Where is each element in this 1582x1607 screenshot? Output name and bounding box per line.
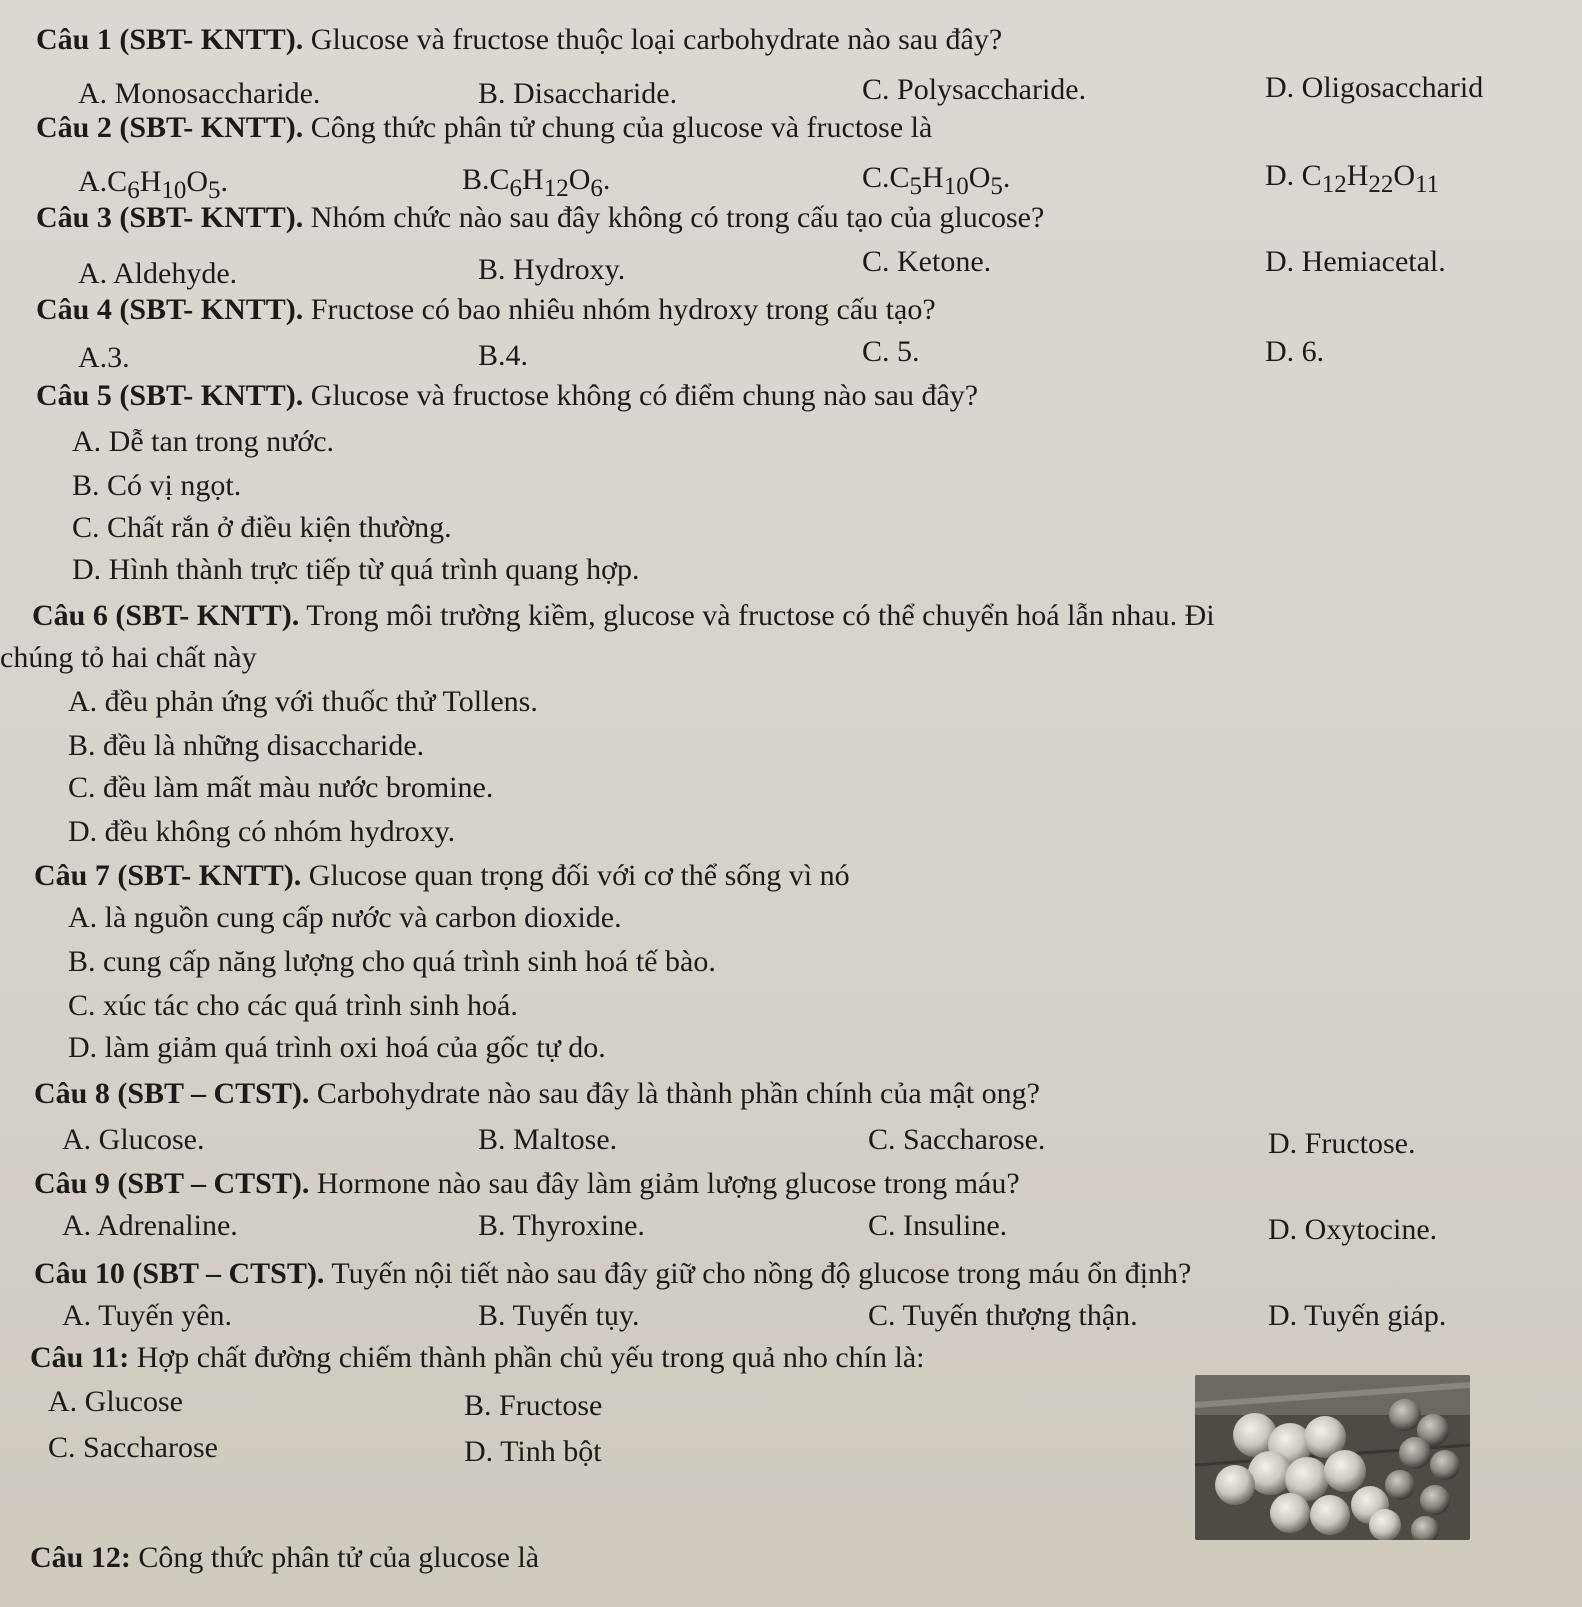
option: D. Hình thành trực tiếp từ quá trình quang hợp. — [72, 553, 640, 586]
question-6-continued: chúng tỏ hai chất này — [0, 641, 257, 674]
option: B. đều là những disaccharide. — [68, 729, 425, 762]
option: D. làm giảm quá trình oxi hoá của gốc tự do. — [68, 1031, 606, 1064]
option: A. Glucose. — [62, 1123, 205, 1156]
option: C. đều làm mất màu nước bromine. — [68, 771, 494, 804]
option: A. Monosaccharide. — [78, 77, 321, 110]
option: D. Oligosaccharid — [1265, 71, 1484, 104]
option: D. 6. — [1265, 335, 1325, 368]
option: A. Dễ tan trong nước. — [72, 425, 335, 458]
question-3: Câu 3 (SBT- KNTT). Nhóm chức nào sau đây không có trong cấu tạo của glucose? — [36, 201, 1045, 234]
option: B. Maltose. — [478, 1123, 618, 1156]
option: A. đều phản ứng với thuốc thử Tollens. — [68, 685, 538, 718]
option: D. Oxytocine. — [1268, 1213, 1438, 1246]
option: C. Ketone. — [862, 245, 992, 278]
option: A.3. — [78, 341, 130, 374]
option: C. Insuline. — [868, 1209, 1008, 1242]
option: C. Saccharose — [48, 1431, 218, 1464]
option: C. Polysaccharide. — [862, 73, 1087, 106]
option: D. đều không có nhóm hydroxy. — [68, 815, 456, 848]
question-4: Câu 4 (SBT- KNTT). Fructose có bao nhiêu nhóm hydroxy trong cấu tạo? — [36, 293, 936, 326]
option: A. Adrenaline. — [62, 1209, 238, 1242]
option: B. Tuyến tụy. — [478, 1299, 640, 1332]
question-7: Câu 7 (SBT- KNTT). Glucose quan trọng đối với cơ thể sống vì nó — [34, 859, 850, 892]
option: A. Tuyến yên. — [62, 1299, 233, 1332]
option: B. Có vị ngọt. — [72, 469, 242, 502]
question-10: Câu 10 (SBT – CTST). Tuyến nội tiết nào sau đây giữ cho nồng độ glucose trong máu ổn định? — [34, 1257, 1192, 1290]
question-11: Câu 11: Hợp chất đường chiếm thành phần chủ yếu trong quả nho chín là: — [30, 1341, 925, 1374]
option: $C.C_5H_{10}O_5$. — [862, 161, 1011, 200]
option: C. Saccharose. — [868, 1123, 1046, 1156]
option: D. Tinh bột — [464, 1435, 602, 1468]
option: C. xúc tác cho các quá trình sinh hoá. — [68, 989, 518, 1022]
grapes-photo — [1195, 1375, 1470, 1540]
question-1: Câu 1 (SBT- KNTT). Glucose và fructose thuộc loại carbohydrate nào sau đây? — [36, 23, 1003, 56]
option: D. $C_{12}H_{22}O_{11}$ — [1265, 159, 1440, 198]
option: D. Fructose. — [1268, 1127, 1416, 1160]
question-9: Câu 9 (SBT – CTST). Hormone nào sau đây làm giảm lượng glucose trong máu? — [34, 1167, 1020, 1200]
option: B.4. — [478, 339, 529, 372]
option: B. Fructose — [464, 1389, 603, 1422]
question-6: Câu 6 (SBT- KNTT). Trong môi trường kiềm, glucose và fructose có thể chuyển hoá lẫn nhau. Đi — [32, 599, 1215, 632]
question-2: Câu 2 (SBT- KNTT). Công thức phân tử chung của glucose và fructose là — [36, 111, 933, 144]
option: C. 5. — [862, 335, 920, 368]
option: A. Aldehyde. — [78, 257, 238, 290]
option: $B.C_6H_{12}O_6$. — [462, 163, 611, 202]
option: C. Chất rắn ở điều kiện thường. — [72, 511, 452, 544]
option: A. là nguồn cung cấp nước và carbon dioxide. — [68, 901, 622, 934]
option: $A.C_6H_{10}O_5$. — [78, 165, 229, 204]
question-8: Câu 8 (SBT – CTST). Carbohydrate nào sau đây là thành phần chính của mật ong? — [34, 1077, 1040, 1110]
option: D. Tuyến giáp. — [1268, 1299, 1447, 1332]
question-5: Câu 5 (SBT- KNTT). Glucose và fructose không có điểm chung nào sau đây? — [36, 379, 979, 412]
option: B. Thyroxine. — [478, 1209, 645, 1242]
option: B. cung cấp năng lượng cho quá trình sinh hoá tế bào. — [68, 945, 716, 978]
option: B. Disaccharide. — [478, 77, 678, 110]
question-12: Câu 12: Công thức phân tử của glucose là — [30, 1541, 540, 1574]
option: D. Hemiacetal. — [1265, 245, 1446, 278]
option: A. Glucose — [48, 1385, 183, 1418]
option: C. Tuyến thượng thận. — [868, 1299, 1138, 1332]
option: B. Hydroxy. — [478, 253, 626, 286]
